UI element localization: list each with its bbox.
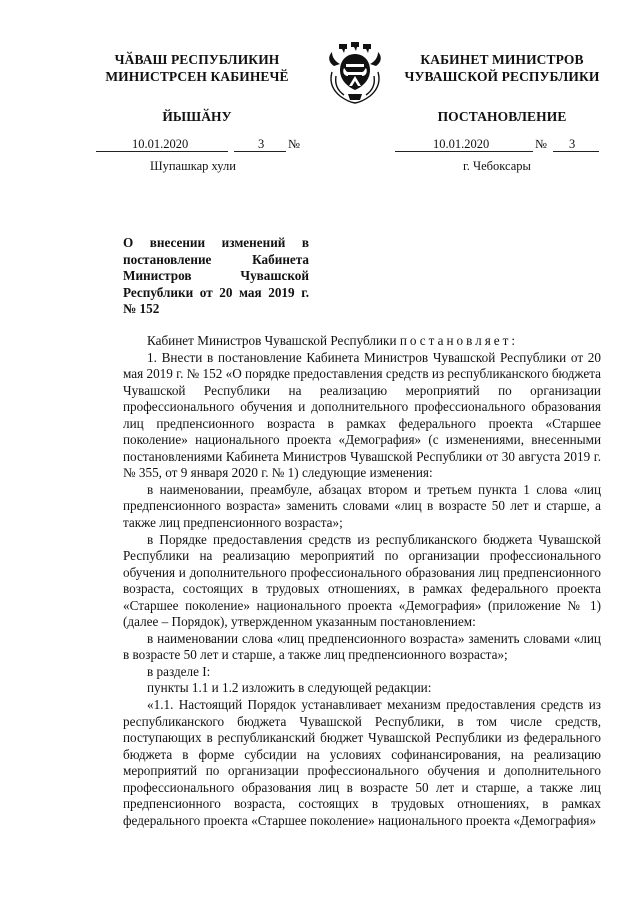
header-russian xyxy=(390,52,614,126)
number-underline xyxy=(553,151,599,152)
city-left: Шупашкар хули xyxy=(150,159,236,173)
number-sign-right: № xyxy=(535,137,547,151)
header-right-line1: КАБИНЕТ МИНИСТРОВ xyxy=(420,52,584,67)
body-paragraph: пункты 1.1 и 1.2 изложить в следующей редакции: xyxy=(147,680,432,696)
header-right-line2: ЧУВАШСКОЙ РЕСПУБЛИКИ xyxy=(404,68,600,84)
body-paragraph: в Порядке предоставления средств из республиканского бюджета Чувашской Республики на реализацию мероприятий по организации профессионального обучения и дополнительного профессионального образования лиц предпенсионного возраста, состоящих в трудовых отношениях, в рамках федерального проекта «Старшее поколение» национального проекта «Демография» (приложение № 1) (далее – Порядок), утвержденном указанным постановлением: xyxy=(123,531,601,630)
city-right: г. Чебоксары xyxy=(463,159,531,173)
document-subject: О внесении изменений в постановление Кабинета Министров Чувашской Республики от 20 мая 2019 г. № 152 xyxy=(123,235,309,316)
date-number-right xyxy=(395,137,600,153)
header-left-title: ЙЫШӐНУ xyxy=(162,109,232,124)
header-chuvash xyxy=(98,52,296,126)
date-left: 10.01.2020 xyxy=(132,137,189,151)
number-left: 3 xyxy=(258,137,265,151)
body-paragraph: 1. Внести в постановление Кабинета Министров Чувашской Республики от 20 мая 2019 г. № 152 «О порядке предоставления средств из республиканского бюджета Чувашской Республики на реализацию мероприятий по организации профессионального обучения и дополнительного профессионального образования лиц предпенсионного возраста в рамках федерального проекта «Старшее поколение» национального проекта «Демография» (с изменениями, внесенными постановлениями Кабинета Министров Чувашской Республики от 30 августа 2019 г. № 355, от 9 января 2020 г. № 1) следующие изменения: xyxy=(123,349,601,481)
intro-text: Кабинет Министров Чувашской Республики xyxy=(147,333,397,348)
number-right: 3 xyxy=(569,137,576,151)
header-right-title: ПОСТАНОВЛЕНИЕ xyxy=(437,109,567,124)
body-paragraph: «1.1. Настоящий Порядок устанавливает механизм предоставления средств из республиканского бюджета Чувашской Республики, в том числе средств, поступающих в республиканский бюджет Чувашской Республики из федерального бюджета в форме субсидии на условиях софинансирования, на реализацию мероприятий по организации профессионального обучения и дополнительного профессионального образования лиц в возрасте 50 лет и старше, а также лиц предпенсионного возраста, состоящих в трудовых отношениях, в рамках федерального проекта «Старшее поколение» национального проекта «Демография» xyxy=(123,697,601,828)
body-paragraph: в наименовании, преамбуле, абзацах втором и третьем пункта 1 слова «лиц предпенсионного возраста» заменить словами «лиц в возрасте 50 лет и старше, а также лиц предпенсионного возраста»; xyxy=(123,481,601,531)
number-sign-left: № xyxy=(288,137,300,151)
chuvash-republic-emblem-icon xyxy=(322,42,388,106)
header-left-line1: ЧӐВАШ РЕСПУБЛИКИН xyxy=(114,52,280,67)
header-left-line2: МИНИСТРСЕН КАБИНЕЧӖ xyxy=(105,68,289,84)
body-paragraph: в наименовании слова «лиц предпенсионного возраста» заменить словами «лиц в возрасте 50 лет и старше, а также лиц предпенсионного возраста»; xyxy=(123,630,601,663)
intro-verb: постановляет: xyxy=(399,333,519,348)
date-right: 10.01.2020 xyxy=(433,137,490,151)
body-paragraph: в разделе I: xyxy=(147,663,211,679)
date-number-left xyxy=(96,137,308,153)
intro-paragraph xyxy=(123,333,601,350)
document-body xyxy=(123,333,601,829)
